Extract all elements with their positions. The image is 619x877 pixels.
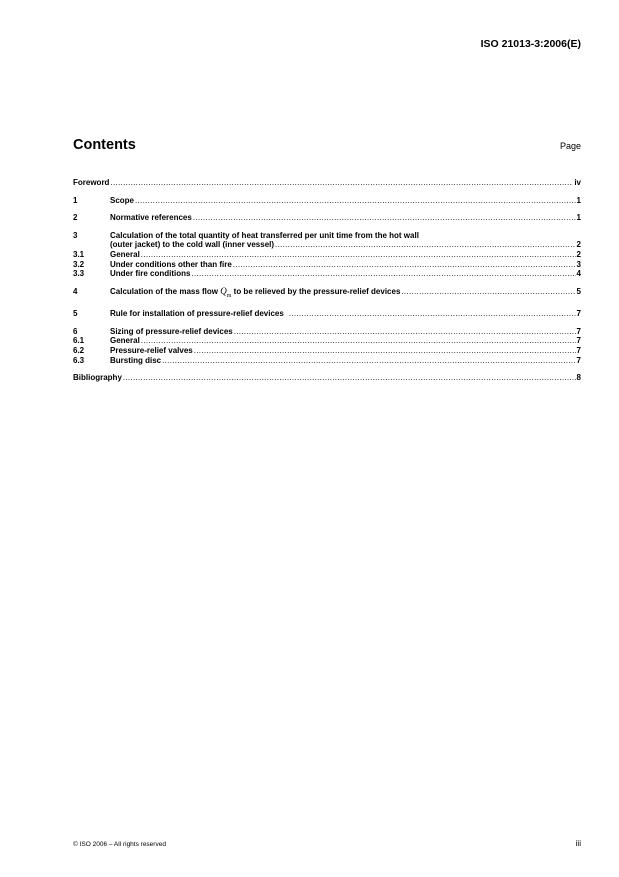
toc-leader-dots xyxy=(135,196,576,206)
toc-entry-installation-rule[interactable] xyxy=(73,309,581,319)
toc-entry-text: Under fire conditions xyxy=(110,269,191,279)
toc-entry-number: 6.2 xyxy=(73,345,85,355)
toc-entry-page: 7 xyxy=(576,355,581,365)
toc-entry-number: 5 xyxy=(73,309,78,319)
toc-entry-number: 6.1 xyxy=(73,336,85,346)
page-number: iii xyxy=(575,839,581,848)
toc-entry-text: General xyxy=(110,249,140,259)
toc-leader-dots xyxy=(193,213,576,223)
toc-entry-bursting-disc[interactable] xyxy=(73,356,581,366)
mass-flow-symbol: $Q_m$ xyxy=(220,285,232,299)
copyright-notice: © ISO 2006 – All rights reserved xyxy=(73,841,166,848)
toc-entry-page: 5 xyxy=(576,286,581,296)
toc-entry-text: Under conditions other than fire xyxy=(110,259,232,269)
toc-leader-dots xyxy=(110,178,573,188)
toc-entry-page: iv xyxy=(574,178,581,187)
document-identifier: ISO 21013-3:2006(E) xyxy=(480,38,581,50)
toc-entry-relief-valves[interactable] xyxy=(73,346,581,356)
contents-title: Contents xyxy=(73,137,136,153)
toc-entry-page: 7 xyxy=(576,309,581,319)
toc-entry-general-6-1[interactable] xyxy=(73,336,581,346)
toc-entry-page: 1 xyxy=(576,213,581,223)
toc-entry-number: 1 xyxy=(73,195,78,205)
toc-entry-foreword[interactable] xyxy=(73,178,581,188)
table-of-contents xyxy=(73,178,581,383)
toc-entry-bibliography[interactable] xyxy=(73,373,581,383)
toc-entry-page: 7 xyxy=(576,326,581,336)
toc-leader-dots xyxy=(141,250,576,260)
toc-leader-dots xyxy=(401,287,575,297)
page-column-label: Page xyxy=(559,141,581,151)
toc-entry-number: 6.3 xyxy=(73,355,85,365)
toc-entry-text: Foreword xyxy=(73,178,110,187)
toc-entry-number: 2 xyxy=(73,213,78,223)
toc-entry-text: Calculation of the mass flow $Q_m$ to be relieved by the pressure-relief devices xyxy=(110,285,401,299)
toc-entry-number: 3.2 xyxy=(73,259,85,269)
toc-entry-text: General xyxy=(110,336,140,346)
toc-leader-dots xyxy=(234,327,576,337)
toc-entry-text: Normative references xyxy=(110,213,192,223)
toc-entry-page: 1 xyxy=(576,195,581,205)
toc-entry-text-line2: (outer jacket) to the cold wall (inner vessel) xyxy=(110,240,275,250)
toc-entry-scope[interactable] xyxy=(73,196,581,206)
toc-leader-dots xyxy=(194,346,576,356)
toc-entry-text: Sizing of pressure-relief devices xyxy=(110,326,233,336)
toc-entry-text: Bibliography xyxy=(73,373,122,383)
toc-entry-number: 6 xyxy=(73,326,78,336)
toc-entry-text: Scope xyxy=(110,195,135,205)
toc-entry-normative-references[interactable] xyxy=(73,213,581,223)
toc-entry-number: 4 xyxy=(73,286,78,296)
toc-entry-mass-flow[interactable] xyxy=(73,287,581,301)
toc-entry-page: 3 xyxy=(576,259,581,269)
toc-entry-text-line1: Calculation of the total quantity of heat transferred per unit time from the hot wall xyxy=(110,230,419,240)
toc-leader-dots xyxy=(233,260,576,270)
toc-entry-sizing[interactable] xyxy=(73,327,581,337)
toc-entry-page: 8 xyxy=(576,373,581,383)
toc-leader-dots xyxy=(191,269,575,279)
toc-entry-number: 3.1 xyxy=(73,249,85,259)
toc-entry-number: 3 xyxy=(73,230,78,240)
toc-leader-dots xyxy=(289,309,576,319)
toc-entry-page: 2 xyxy=(576,249,581,259)
toc-leader-dots xyxy=(141,336,576,346)
toc-entry-fire-conditions[interactable] xyxy=(73,269,581,279)
toc-entry-non-fire-conditions[interactable] xyxy=(73,260,581,270)
toc-entry-number: 3.3 xyxy=(73,269,85,279)
toc-entry-page: 4 xyxy=(576,269,581,279)
toc-entry-page: 7 xyxy=(576,336,581,346)
toc-entry-general-3-1[interactable] xyxy=(73,250,581,260)
toc-entry-text: Rule for installation of pressure-relief devices xyxy=(110,309,284,319)
toc-leader-dots xyxy=(123,373,576,383)
toc-entry-heat-calculation[interactable] xyxy=(73,231,581,250)
toc-entry-text: Pressure-relief valves xyxy=(110,345,193,355)
toc-leader-dots xyxy=(275,240,576,250)
toc-leader-dots xyxy=(162,356,575,366)
toc-entry-text: Bursting disc xyxy=(110,355,162,365)
toc-entry-page: 7 xyxy=(576,345,581,355)
toc-entry-page: 2 xyxy=(576,240,581,250)
